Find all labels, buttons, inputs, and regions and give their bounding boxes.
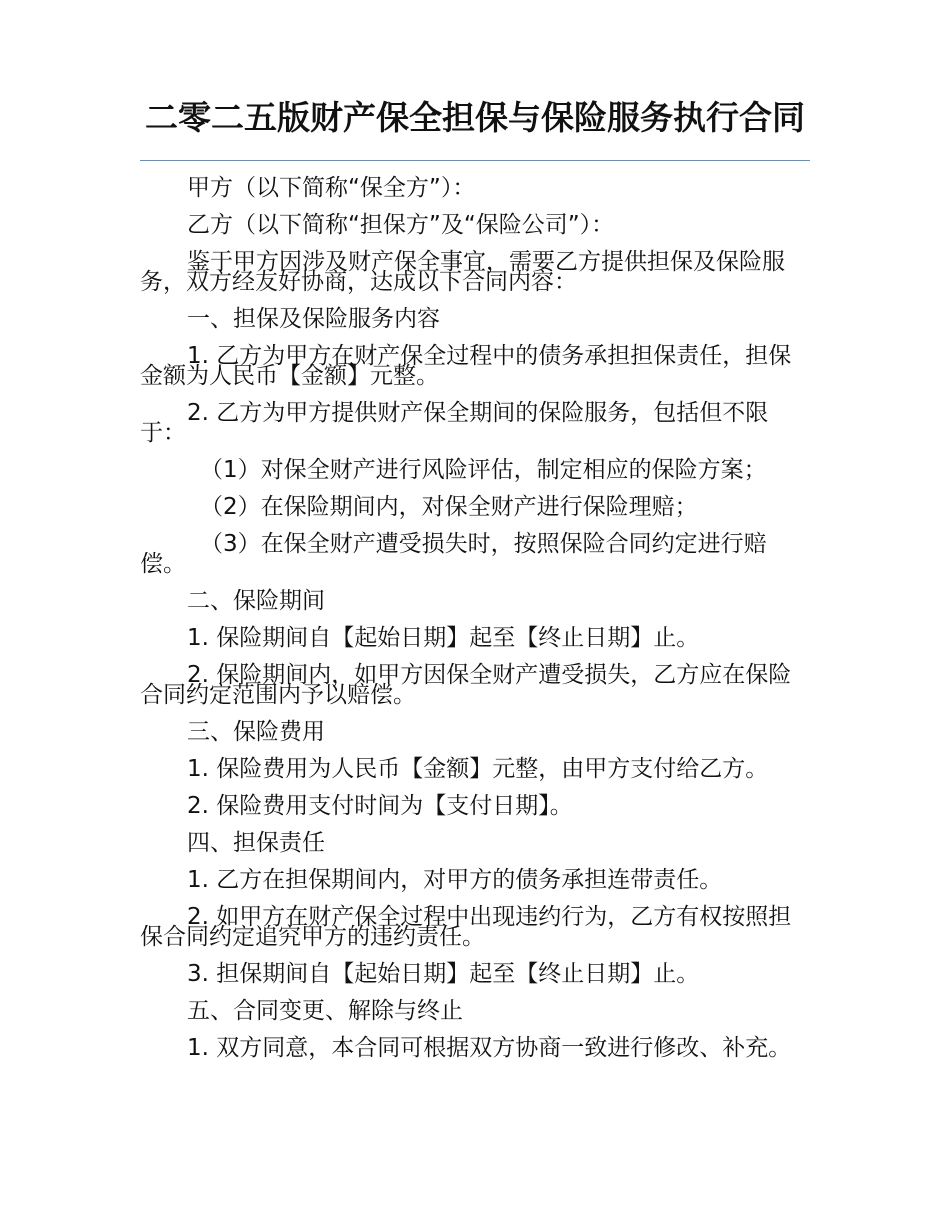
party-a-line: 甲方（以下简称“保全方”）： [187, 175, 476, 201]
document-title: 二零二五版财产保全担保与保险服务执行合同 [145, 98, 805, 137]
clause-5-1: 1. 双方同意，本合同可根据双方协商一致进行修改、补充。 [187, 1035, 792, 1061]
sub-clause-1-2-1: （1）对保全财产进行风险评估，制定相应的保险方案； [200, 457, 767, 483]
section-heading-3: 三、保险费用 [187, 719, 325, 745]
sub-clause-1-2-3: （3）在保全财产遭受损失时，按照保险合同约定进行赔偿。 [140, 531, 767, 577]
section-heading-4: 四、担保责任 [187, 830, 325, 856]
clause-1-1: 1. 乙方为甲方在财产保全过程中的债务承担担保责任，担保金额为人民币【金额】元整。 [140, 343, 792, 389]
section-heading-5: 五、合同变更、解除与终止 [187, 998, 463, 1024]
title-underline [140, 160, 810, 161]
clause-4-1: 1. 乙方在担保期间内，对甲方的债务承担连带责任。 [187, 867, 723, 893]
clause-3-1: 1. 保险费用为人民币【金额】元整，由甲方支付给乙方。 [187, 756, 769, 782]
section-heading-2: 二、保险期间 [187, 588, 325, 614]
clause-1-2: 2. 乙方为甲方提供财产保全期间的保险服务，包括但不限于： [140, 400, 769, 446]
section-heading-1: 一、担保及保险服务内容 [187, 306, 440, 332]
document-body [140, 175, 812, 1095]
preamble-paragraph: 鉴于甲方因涉及财产保全事宜，需要乙方提供担保及保险服务，双方经友好协商，达成以下合同内容： [140, 249, 785, 295]
clause-4-3: 3. 担保期间自【起始日期】起至【终止日期】止。 [187, 961, 700, 987]
clause-2-1: 1. 保险期间自【起始日期】起至【终止日期】止。 [187, 625, 700, 651]
clause-2-2: 2. 保险期间内，如甲方因保全财产遭受损失，乙方应在保险合同约定范围内予以赔偿。 [140, 662, 792, 708]
sub-clause-1-2-2: （2）在保险期间内，对保全财产进行保险理赔； [200, 494, 698, 520]
party-b-line: 乙方（以下简称“担保方”及“保险公司”）： [187, 212, 615, 238]
clause-3-2: 2. 保险费用支付时间为【支付日期】。 [187, 793, 573, 819]
clause-4-2: 2. 如甲方在财产保全过程中出现违约行为，乙方有权按照担保合同约定追究甲方的违约责任。 [140, 904, 792, 950]
